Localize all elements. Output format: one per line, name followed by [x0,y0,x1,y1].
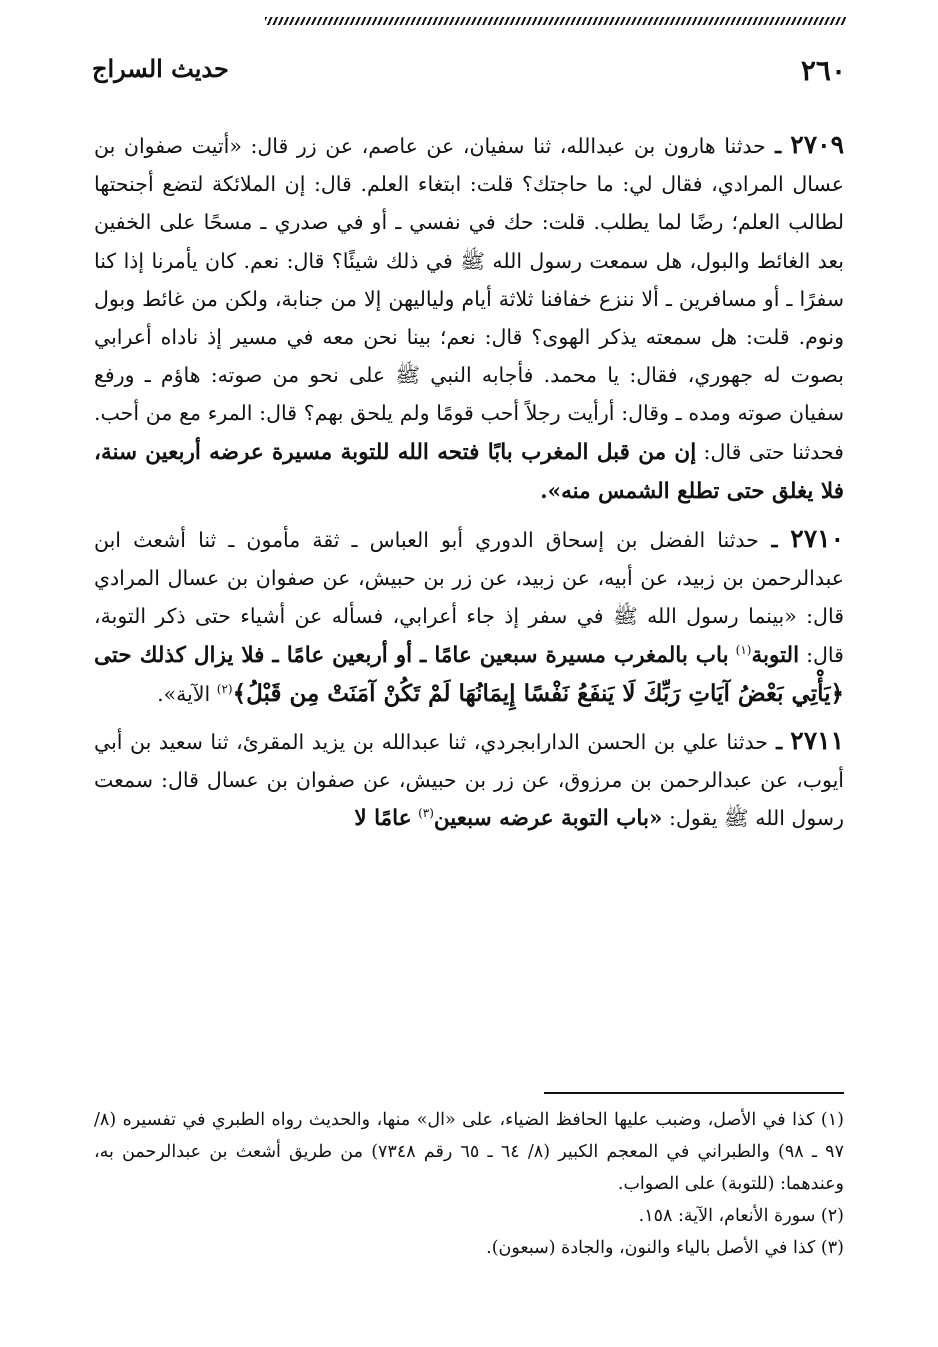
footnote-2: (٢) سورة الأنعام، الآية: ١٥٨. [638,1206,844,1226]
hadith-dash: ـ [767,730,791,755]
hadith-bold-text: باب بالمغرب مسيرة سبعين عامًا ـ أو أربعين عامًا ـ فلا يزال كذلك حتى [94,642,729,668]
hadith-dash: ـ [758,528,791,553]
main-text [94,126,844,848]
hadith-number: ٢٧٠٩ [790,130,844,159]
hadith-tail: الآية». [157,681,211,706]
footnote-1: (١) كذا في الأصل، وضبب عليها الحافظ الضياء، على «ال» منها، والحديث رواه الطبري في تفسيره (٨/ ٩٧ ـ ٩٨) والطبراني في المعجم الكبير (٨/ ٦٤ ـ ٦٥ رقم ٧٣٤٨) من طريق أشعث بن عبدالرحمن به، وعندهما: (للتوبة) على الصواب. [94,1110,844,1194]
quran-verse: ﴿يَأْتِي بَعْضُ آيَاتِ رَبِّكَ لَا يَنفَعُ نَفْسًا إِيمَانُهَا لَمْ تَكُنْ آمَنَتْ مِن قَبْلُ﴾ [232,679,844,707]
footnote-separator [544,1092,844,1094]
running-title: حديث السراج [92,54,229,83]
hadith-2710 [94,520,844,713]
footnote-ref[interactable]: (٢) [216,682,233,697]
hadith-text: حدثنا الفضل بن إسحاق الدوري أبو العباس ـ ثقة مأمون ـ ثنا أشعث ابن عبدالرحمن بن زبيد، عن أبيه، عن زبيد، عن زر بن حبيش، عن صفوان بن عسال المرادي قال: «بينما رسول الله ﷺ في سفر إذ جاء أعرابي، فسأله عن أشياء حتى ذكر التوبة، قال: [94,528,844,667]
hadith-bold-text: التوبة [751,642,800,668]
hadith-text: حدثنا هارون بن عبدالله، ثنا سفيان، عن عاصم، عن زر قال: «أتيت صفوان بن عسال المرادي، فقال لي: ما حاجتك؟ قلت: ابتغاء العلم. قال: إن الملائكة لتضع أجنحتها لطالب العلم؛ رضًا لما يطلب. قلت: حك في نفسي ـ أو في صدري ـ مسحًا على الخفين بعد الغائط والبول، هل سمعت رسول الله ﷺ في ذلك شيئًا؟ قال: نعم. كان يأمرنا إذا كنا سفرًا ـ أو مسافرين ـ ألا ننزع خفافنا ثلاثة أيام ولياليهن إلا من جنابة، ولكن من غائط وبول ونوم. قلت: هل سمعته يذكر الهوى؟ قال: نعم؛ بينا نحن معه في مسير إذ ناداه أعرابي بصوت له جهوري، فقال: يا محمد. فأجابه النبي ﷺ على نحو من صوته: هاؤم ـ ورفع سفيان صوته ومده ـ وقال: أرأيت رجلاً أحب قومًا ولم يلحق بهم؟ قال: المرء مع من أحب. فحدثنا حتى قال: [94,134,844,464]
footnotes [94,1104,844,1264]
footnote-ref[interactable]: (١) [735,642,752,657]
hadith-bold-text: «باب التوبة عرضه سبعين [433,806,663,832]
footnote-3: (٣) كذا في الأصل بالياء والنون، والجادة (سبعون). [486,1238,844,1258]
hadith-2709 [94,126,844,511]
header-decorative-rule [265,17,846,25]
hadith-number: ٢٧١٠ [790,524,844,554]
hadith-text: حدثنا علي بن الحسن الدارابجردي، ثنا عبدالله بن يزيد المقرئ، ثنا سعيد بن أبي أيوب، عن عبدالرحمن بن مرزوق، عن زر بن حبيش، عن صفوان بن عسال قال: سمعت رسول الله ﷺ يقول: [94,730,844,831]
hadith-2711 [94,722,844,839]
hadith-dash: ـ [765,134,791,158]
page-header [92,52,846,96]
footnote-ref[interactable]: (٣) [418,806,434,821]
page-number: ٢٦٠ [800,54,846,87]
hadith-bold-text: إن من قبل المغرب بابًا فتحه الله للتوبة مسيرة عرضه أربعين سنة، فلا يغلق حتى تطلع الشمس منه». [94,439,844,504]
hadith-number: ٢٧١١ [790,726,845,756]
hadith-bold-text: عامًا لا [354,806,412,832]
